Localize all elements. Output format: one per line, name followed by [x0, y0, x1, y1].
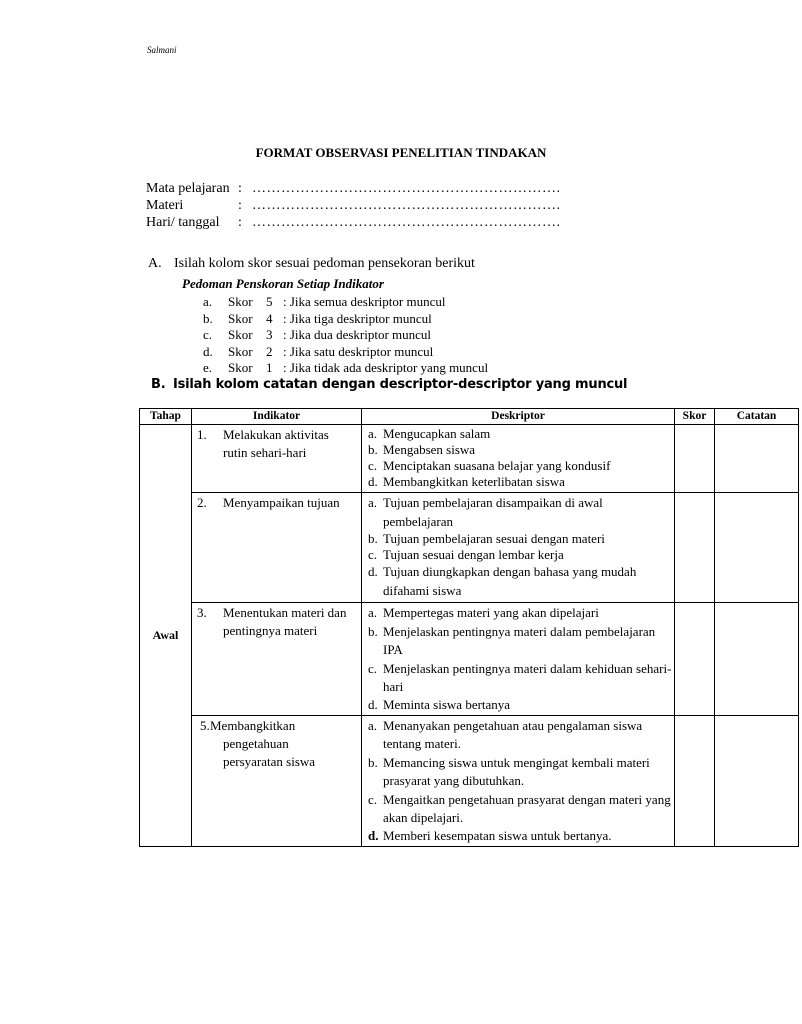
indikator-cell [192, 493, 362, 603]
meta-value-materi: ………………………………………………………. [252, 198, 561, 213]
score-letter: c. [203, 327, 213, 342]
score-item [203, 294, 488, 311]
deskriptor-text: Tujuan pembelajaran disampaikan di awal pembelajaran [383, 495, 603, 529]
score-item [203, 344, 488, 361]
deskriptor-text: Tujuan pembelajaran sesuai dengan materi [383, 531, 605, 546]
deskriptor-item [368, 791, 672, 828]
meta-row [146, 180, 561, 197]
indikator-text: Membangkitkan [210, 717, 296, 733]
deskriptor-text: Tujuan diungkapkan dengan bahasa yang mudah difahami siswa [383, 564, 637, 598]
indikator-text: Melakukan aktivitas [223, 427, 329, 442]
indikator-number: 2. [197, 495, 207, 510]
section-b-instruction [151, 377, 627, 392]
meta-value-mata-pelajaran: ………………………………………………………. [252, 181, 561, 196]
meta-label-materi: Materi [146, 198, 184, 213]
deskriptor-text: Meminta siswa bertanya [383, 696, 511, 712]
score-letter: e. [203, 360, 213, 375]
indikator-line: pentingnya materi [223, 623, 318, 638]
meta-value-hari-tanggal: ………………………………………………………. [252, 215, 561, 230]
section-a-instruction [148, 256, 475, 272]
deskriptor-letter: a. [368, 605, 378, 620]
deskriptor-text: Memberi kesempatan siswa untuk bertanya. [383, 827, 612, 843]
deskriptor-text: Menjelaskan pentingnya materi dalam kehiduan sehari-hari [383, 660, 672, 694]
deskriptor-cell [362, 425, 675, 493]
score-text: : Jika semua deskriptor muncul [283, 294, 446, 309]
header-catatan: Catatan [715, 409, 799, 425]
table-row [140, 493, 799, 603]
deskriptor-item [368, 531, 672, 547]
skor-cell[interactable] [675, 603, 715, 716]
catatan-cell[interactable] [715, 493, 799, 603]
deskriptor-letter: a. [368, 495, 378, 510]
score-text: : Jika satu deskriptor muncul [283, 343, 434, 359]
deskriptor-letter: b. [368, 442, 378, 457]
deskriptor-text: Tujuan sesuai dengan lembar kerja [383, 547, 564, 562]
indikator-line: persyaratan siswa [223, 753, 316, 769]
meta-label-mata-pelajaran: Mata pelajaran [146, 181, 230, 196]
deskriptor-item [368, 660, 672, 697]
skor-cell[interactable] [675, 715, 715, 846]
indikator-line [197, 717, 358, 735]
catatan-cell[interactable] [715, 425, 799, 493]
meta-fields [146, 180, 561, 231]
deskriptor-item [368, 563, 672, 600]
indikator-line [197, 604, 358, 622]
score-guide-list [203, 294, 488, 377]
score-word: Skor [228, 327, 253, 342]
section-a-letter: A. [148, 256, 162, 271]
meta-row [146, 197, 561, 214]
deskriptor-letter: d. [368, 696, 378, 712]
deskriptor-letter: b. [368, 623, 378, 639]
score-letter: a. [203, 294, 213, 309]
meta-label-hari-tanggal: Hari/ tanggal [146, 215, 220, 230]
indikator-line [197, 426, 358, 444]
score-item [203, 311, 488, 328]
deskriptor-letter: c. [368, 458, 378, 473]
section-b-letter: B. [151, 377, 166, 392]
indikator-cell [192, 715, 362, 846]
score-number: 5 [266, 294, 273, 309]
deskriptor-letter: c. [368, 660, 378, 676]
deskriptor-item [368, 697, 672, 713]
table-row [140, 425, 799, 493]
deskriptor-letter: c. [368, 791, 378, 807]
score-number: 1 [266, 360, 273, 375]
deskriptor-item [368, 828, 672, 844]
score-word: Skor [228, 294, 253, 309]
table-row [140, 603, 799, 716]
score-word: Skor [228, 343, 253, 359]
deskriptor-letter: a. [368, 717, 378, 733]
header-indikator: Indikator [192, 409, 362, 425]
deskriptor-text: Memancing siswa untuk mengingat kembali materi prasyarat yang dibutuhkan. [383, 754, 650, 788]
deskriptor-item [368, 474, 672, 490]
deskriptor-text: Mengucapkan salam [383, 426, 491, 441]
catatan-cell[interactable] [715, 715, 799, 846]
indikator-text: Menentukan materi dan [223, 605, 347, 620]
deskriptor-letter: a. [368, 426, 378, 441]
skor-cell[interactable] [675, 493, 715, 603]
deskriptor-item [368, 604, 672, 623]
indikator-line: pengetahuan [223, 735, 289, 751]
indikator-cell [192, 425, 362, 493]
observation-table [139, 408, 799, 847]
table-row [140, 715, 799, 846]
score-letter: d. [203, 343, 213, 359]
deskriptor-text: Menciptakan suasana belajar yang kondusif [383, 458, 611, 473]
score-item [203, 360, 488, 377]
deskriptor-text: Mengabsen siswa [383, 442, 476, 457]
deskriptor-text: Menjelaskan pentingnya materi dalam pembelajaran IPA [383, 623, 656, 657]
deskriptor-item [368, 426, 672, 442]
meta-row [146, 214, 561, 231]
score-item [203, 327, 488, 344]
deskriptor-cell [362, 715, 675, 846]
indikator-number: 3. [197, 605, 207, 620]
table-header-row [140, 409, 799, 425]
section-a-text: Isilah kolom skor sesuai pedoman pensekoran berikut [174, 256, 475, 271]
score-number: 3 [266, 327, 273, 342]
meta-colon: : [238, 181, 242, 196]
deskriptor-item [368, 623, 672, 660]
header-deskriptor: Deskriptor [362, 409, 675, 425]
catatan-cell[interactable] [715, 603, 799, 716]
deskriptor-text: Mempertegas materi yang akan dipelajari [383, 605, 599, 620]
score-word: Skor [228, 310, 253, 326]
deskriptor-letter: d. [368, 474, 378, 489]
tahap-cell: Awal [140, 425, 192, 847]
deskriptor-item [368, 494, 672, 531]
indikator-number: 1. [197, 427, 207, 442]
score-text: : Jika tidak ada deskriptor yang muncul [283, 360, 489, 375]
deskriptor-item [368, 442, 672, 458]
score-number: 2 [266, 343, 273, 359]
deskriptor-item [368, 547, 672, 563]
deskriptor-cell [362, 493, 675, 603]
score-number: 4 [266, 310, 273, 326]
deskriptor-text: Menanyakan pengetahuan atau pengalaman siswa tentang materi. [383, 717, 643, 751]
score-text: : Jika tiga deskriptor muncul [283, 310, 432, 326]
score-letter: b. [203, 310, 213, 326]
deskriptor-text: Membangkitkan keterlibatan siswa [383, 474, 565, 489]
deskriptor-item [368, 458, 672, 474]
deskriptor-letter: c. [368, 547, 378, 562]
deskriptor-item [368, 754, 672, 791]
header-skor: Skor [675, 409, 715, 425]
indikator-cell [192, 603, 362, 716]
deskriptor-letter: d. [368, 564, 378, 579]
header-tahap: Tahap [140, 409, 192, 425]
meta-colon: : [238, 215, 242, 230]
deskriptor-letter: b. [368, 531, 378, 546]
pedoman-title: Pedoman Penskoran Setiap Indikator [182, 276, 384, 291]
indikator-text: Menyampaikan tujuan [223, 495, 340, 510]
header-author: Salmani [147, 45, 177, 55]
deskriptor-item [368, 717, 672, 754]
deskriptor-cell [362, 603, 675, 716]
skor-cell[interactable] [675, 425, 715, 493]
indikator-line [197, 494, 358, 512]
meta-colon: : [238, 198, 242, 213]
document-title: FORMAT OBSERVASI PENELITIAN TINDAKAN [255, 145, 547, 160]
deskriptor-letter: b. [368, 754, 378, 770]
indikator-line: rutin sehari-hari [223, 445, 307, 460]
score-word: Skor [228, 360, 253, 375]
indikator-number: 5. [200, 717, 210, 733]
section-b-text: Isilah kolom catatan dengan descriptor-descriptor yang muncul [173, 377, 628, 392]
deskriptor-letter: d. [368, 827, 379, 843]
score-text: : Jika dua deskriptor muncul [283, 327, 432, 342]
deskriptor-text: Mengaitkan pengetahuan prasyarat dengan materi yang akan dipelajari. [383, 791, 671, 825]
